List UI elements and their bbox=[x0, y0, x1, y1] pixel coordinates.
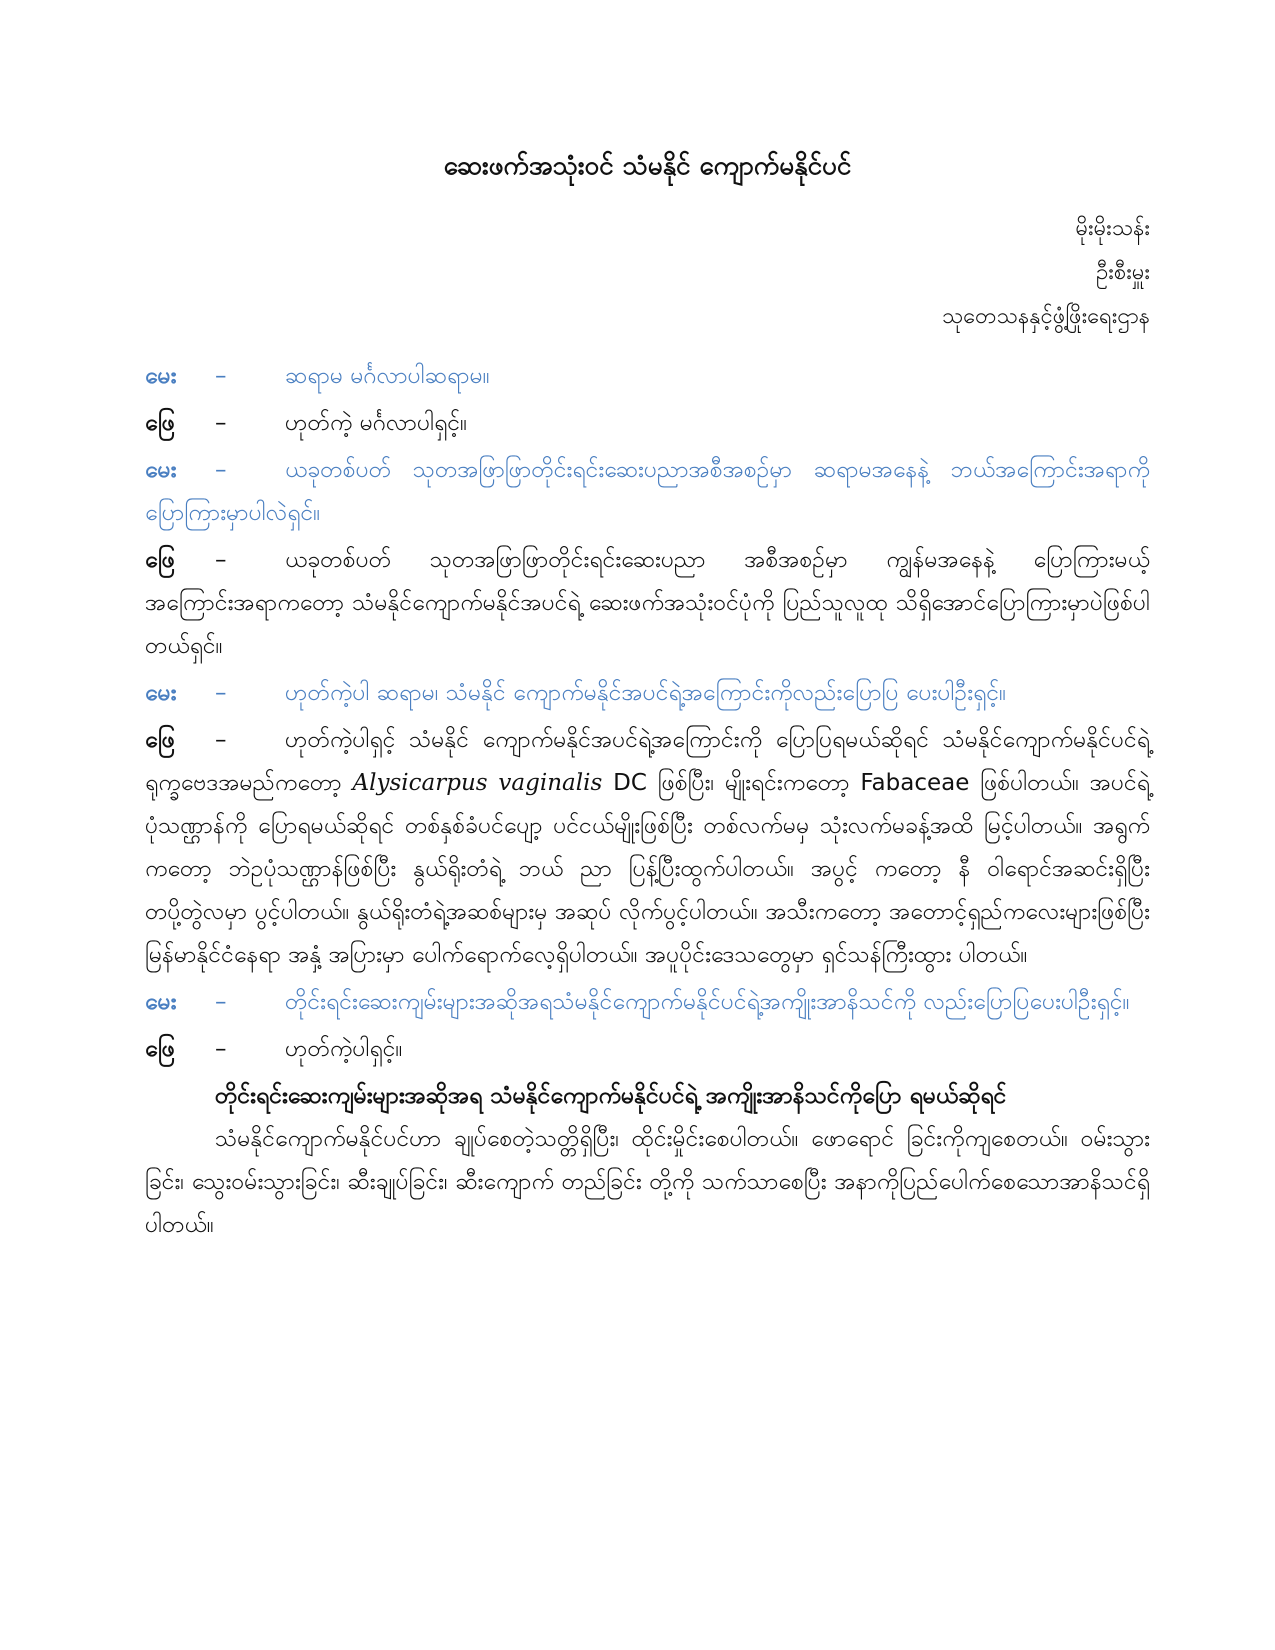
author-block bbox=[145, 207, 1150, 339]
answer-4 bbox=[145, 1028, 1150, 1071]
author-department: သုတေသနနှင့်ဖွံ့ဖြိုးရေးဌာန bbox=[941, 304, 1150, 329]
answer-text: ဟုတ်ကဲ့ပါရှင့်။ bbox=[285, 1036, 403, 1062]
question-label: မေး bbox=[145, 457, 177, 483]
dash: – bbox=[215, 989, 227, 1015]
dash: – bbox=[215, 727, 227, 753]
dash: – bbox=[215, 457, 227, 483]
dash: – bbox=[215, 363, 227, 389]
question-4 bbox=[145, 981, 1150, 1024]
answer-text: ဟုတ်ကဲ့ မင်္ဂလာပါရှင့်။ bbox=[285, 410, 468, 436]
author-name: မိုးမိုးသန်း bbox=[1075, 216, 1150, 241]
answer-label: ဖြေ bbox=[145, 410, 175, 436]
question-text: ဟုတ်ကဲ့ပါ ဆရာမ၊ သံမနိုင် ကျောက်မနိုင်အပင်ရဲ့အကြောင်းကိုလည်းပြောပြ ပေးပါဦးရှင့်။ bbox=[285, 680, 1007, 706]
dash: – bbox=[215, 410, 227, 436]
answer-label: ဖြေ bbox=[145, 1036, 175, 1062]
answer-label: ဖြေ bbox=[145, 547, 175, 573]
body-paragraph: သံမနိုင်ကျောက်မနိုင်ပင်ဟာ ချုပ်စေတဲ့သတ္တိရှိပြီး၊ ထိုင်းမှိုင်းစေပါတယ်။ ဖောရောင် ခြင်းကိုကျစေတယ်။ ဝမ်းသွားခြင်း၊ သွေးဝမ်းသွားခြင်း၊ ဆီးချုပ်ခြင်း၊ ဆီးကျောက် တည်ခြင်း တို့ကို သက်သာစေပြီး အနာကိုပြည်ပေါက်စေသောအာနိသင်ရှိပါတယ်။ bbox=[145, 1126, 1150, 1238]
page-title: ဆေးဖက်အသုံးဝင် သံမနိုင် ကျောက်မနိုင်ပင် bbox=[443, 151, 852, 181]
author-position: ဦးစီးမှူး bbox=[1096, 260, 1150, 285]
question-label: မေး bbox=[145, 363, 177, 389]
question-3 bbox=[145, 672, 1150, 715]
question-text: တိုင်းရင်းဆေးကျမ်းများအဆိုအရသံမနိုင်ကျောက်မနိုင်ပင်ရဲ့အကျိုးအာနိသင်ကို လည်းပြောပြပေးပါဦးရှင့်။ bbox=[285, 989, 1130, 1015]
question-text: ယခုတစ်ပတ် သုတအဖြာဖြာတိုင်းရင်းဆေးပညာအစီအစဉ်မှာ ဆရာမအနေနဲ့ ဘယ်အကြောင်းအရာကို ပြောကြားမှာပါလဲရှင်။ bbox=[145, 457, 1150, 526]
answer-label: ဖြေ bbox=[145, 727, 175, 753]
dash: – bbox=[215, 547, 227, 573]
dash: – bbox=[215, 1036, 227, 1062]
scientific-name: Alysicarpus vaginalis bbox=[352, 770, 603, 796]
question-label: မေး bbox=[145, 680, 177, 706]
question-text: ဆရာမ မင်္ဂလာပါဆရာမ။ bbox=[285, 363, 490, 389]
question-2 bbox=[145, 449, 1150, 535]
answer-text: ယခုတစ်ပတ် သုတအဖြာဖြာတိုင်းရင်းဆေးပညာ အစီအစဉ်မှာ ကျွန်မအနေနဲ့ ပြောကြားမယ့်အကြောင်းအရာကတော့ သံမနိုင်ကျောက်မနိုင်အပင်ရဲ့ ဆေးဖက်အသုံးဝင်ပုံကို ပြည်သူလူထု သိရှိအောင်ပြောကြားမှာပဲဖြစ်ပါတယ်ရှင်။ bbox=[145, 547, 1150, 659]
answer-text-before: ဟုတ်ကဲ့ပါရှင့် သံမနိုင် ကျောက်မနိုင်အပင်ရဲ့အကြောင်းကို ပြောပြရမယ်ဆိုရင် သံမနိုင်ကျောက်မနိုင်ပင်ရဲ့ ရုက္ခဗေဒအမည်ကတော့ bbox=[145, 727, 1150, 796]
answer-2 bbox=[145, 539, 1150, 668]
answer-3 bbox=[145, 719, 1150, 977]
answer-text-after: DC ဖြစ်ပြီး၊ မျိုးရင်းကတော့ Fabaceae ဖြစ်ပါတယ်။ အပင်ရဲ့ပုံသဏ္ဌာန်ကို ပြောရမယ်ဆိုရင် တစ်နှစ်ခံပင်ပျော့ ပင်ငယ်မျိုးဖြစ်ပြီး တစ်လက်မမှ သုံးလက်မခန့်အထိ မြင့်ပါတယ်။ အရွက်ကတော့ ဘဲဥပုံသဏ္ဌာန်ဖြစ်ပြီး နွယ်ရိုးတံရဲ့ ဘယ် ညာ ပြန့်ပြီးထွက်ပါတယ်။ အပွင့် ကတော့ နီ ဝါရောင်အဆင်းရှိပြီး တပို့တွဲလမှာ ပွင့်ပါတယ်။ နွယ်ရိုးတံရဲ့အဆစ်များမှ အဆုပ် လိုက်ပွင့်ပါတယ်။ အသီးကတော့ အတောင့်ရှည်ကလေးများဖြစ်ပြီး မြန်မာနိုင်ငံနေရာ အနှံ့ အပြားမှာ ပေါက်ရောက်လေ့ရှိပါတယ်။ အပူပိုင်းဒေသတွေမှာ ရှင်သန်ကြီးထွား ပါတယ်။ bbox=[145, 770, 1150, 968]
answer-1 bbox=[145, 402, 1150, 445]
question-1 bbox=[145, 355, 1150, 398]
section-subheading: တိုင်းရင်းဆေးကျမ်းများအဆိုအရ သံမနိုင်ကျောက်မနိုင်ပင်ရဲ့ အကျိုးအာနိသင်ကိုပြော ရမယ်ဆိုရင် bbox=[215, 1083, 1007, 1109]
question-label: မေး bbox=[145, 989, 177, 1015]
dash: – bbox=[215, 680, 227, 706]
